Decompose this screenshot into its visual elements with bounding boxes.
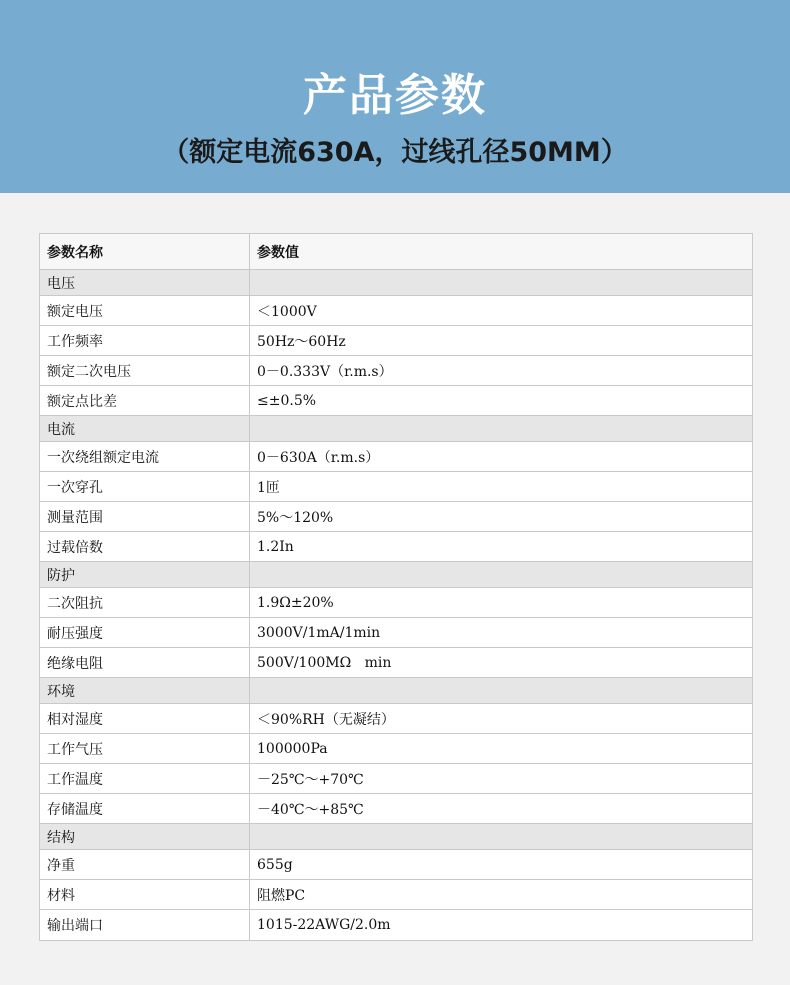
param-name: 额定二次电压 xyxy=(40,356,250,385)
section-label: 电流 xyxy=(40,416,250,441)
table-row xyxy=(40,356,752,386)
table-row xyxy=(40,502,752,532)
param-name: 一次绕组额定电流 xyxy=(40,442,250,471)
param-name: 工作频率 xyxy=(40,326,250,355)
param-value: 5%～120% xyxy=(257,509,334,526)
table-row xyxy=(40,704,752,734)
page-subtitle: （额定电流630A，过线孔径50MM） xyxy=(162,137,628,168)
table-row xyxy=(40,794,752,824)
table-row xyxy=(40,880,752,910)
param-value: 500V/100MΩ min xyxy=(257,654,392,671)
param-name: 过载倍数 xyxy=(40,532,250,561)
section-blank xyxy=(250,416,752,441)
column-header-value: 参数值 xyxy=(257,244,299,261)
param-value: 100000Pa xyxy=(257,740,328,757)
section-label: 结构 xyxy=(40,824,250,849)
param-value: 3000V/1mA/1min xyxy=(257,624,381,641)
spec-table xyxy=(39,233,753,941)
param-value: 1015-22AWG/2.0m xyxy=(257,917,391,933)
table-row xyxy=(40,764,752,794)
param-name: 工作气压 xyxy=(40,734,250,763)
param-value: 阻燃PC xyxy=(257,887,306,904)
param-name: 存储温度 xyxy=(40,794,250,823)
section-label: 防护 xyxy=(40,562,250,587)
section-blank xyxy=(250,678,752,703)
page-title: 产品参数 xyxy=(303,70,487,121)
section-label: 电压 xyxy=(40,270,250,295)
table-row xyxy=(40,910,752,940)
section-blank xyxy=(250,270,752,295)
param-value: 655g xyxy=(257,856,293,873)
table-row xyxy=(40,850,752,880)
param-value: －40℃～+85℃ xyxy=(257,801,364,818)
section-row xyxy=(40,270,752,296)
param-value: 50Hz～60Hz xyxy=(257,333,346,350)
param-name: 额定电压 xyxy=(40,296,250,325)
param-name: 绝缘电阻 xyxy=(40,648,250,677)
param-value: 0－630A（r.m.s） xyxy=(257,449,380,466)
param-name: 净重 xyxy=(40,850,250,879)
table-row xyxy=(40,442,752,472)
param-name: 耐压强度 xyxy=(40,618,250,647)
column-header-name: 参数名称 xyxy=(40,234,250,269)
table-row xyxy=(40,326,752,356)
param-name: 工作温度 xyxy=(40,764,250,793)
param-name: 二次阻抗 xyxy=(40,588,250,617)
param-name: 额定点比差 xyxy=(40,386,250,415)
param-name: 一次穿孔 xyxy=(40,472,250,501)
table-row xyxy=(40,296,752,326)
section-row xyxy=(40,416,752,442)
table-row xyxy=(40,734,752,764)
param-value: ≤±0.5% xyxy=(257,392,317,409)
param-value: ＜1000V xyxy=(257,303,317,320)
section-row xyxy=(40,678,752,704)
param-value: 1.2In xyxy=(257,538,294,555)
param-name: 材料 xyxy=(40,880,250,909)
table-row xyxy=(40,648,752,678)
table-row xyxy=(40,386,752,416)
table-row xyxy=(40,588,752,618)
param-value: ＜90%RH（无凝结） xyxy=(257,711,395,728)
section-row xyxy=(40,562,752,588)
header-banner xyxy=(0,0,790,193)
param-value: 1.9Ω±20% xyxy=(257,594,334,611)
param-name: 相对湿度 xyxy=(40,704,250,733)
section-blank xyxy=(250,562,752,587)
table-row xyxy=(40,472,752,502)
table-row xyxy=(40,618,752,648)
param-value: 0－0.333V（r.m.s） xyxy=(257,363,393,380)
param-value: －25℃～+70℃ xyxy=(257,771,364,788)
param-name: 输出端口 xyxy=(40,910,250,940)
param-value: 1匝 xyxy=(257,479,280,496)
section-row xyxy=(40,824,752,850)
table-header-row xyxy=(40,234,752,270)
section-blank xyxy=(250,824,752,849)
table-row xyxy=(40,532,752,562)
param-name: 测量范围 xyxy=(40,502,250,531)
section-label: 环境 xyxy=(40,678,250,703)
